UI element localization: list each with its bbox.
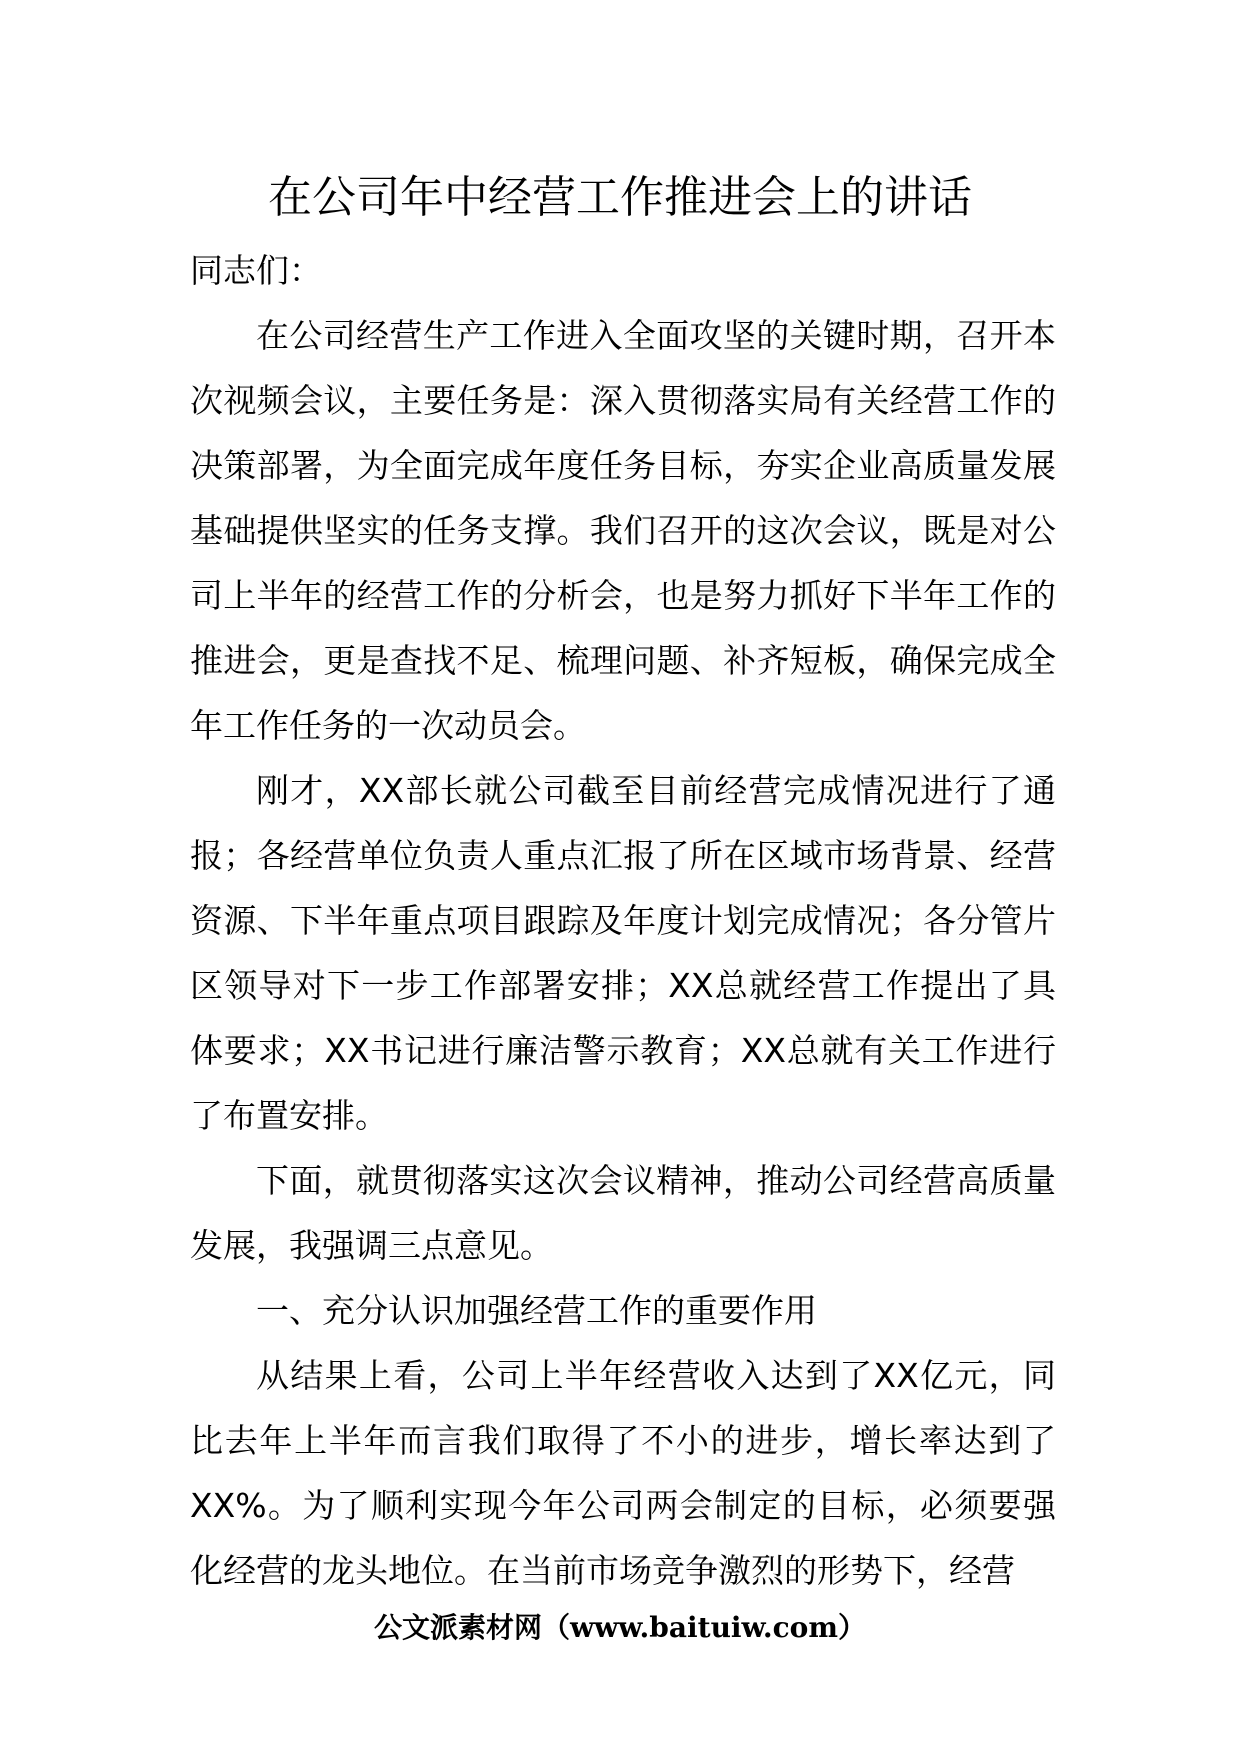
salutation: 同志们：	[190, 251, 322, 290]
paragraph-review: 刚才，XX部长就公司截至目前经营完成情况进行了通报；各经营单位负责人重点汇报了所在区域市场背景、经营资源、下半年重点项目跟踪及年度计划完成情况；各分管片区领导对下一步工作部署安排；XX总就经营工作提出了具体要求；XX书记进行廉洁警示教育；XX总就有关工作进行了布置安排。	[190, 771, 1056, 1135]
document-body	[190, 238, 1056, 1603]
document-title: 在公司年中经营工作推进会上的讲话	[268, 172, 972, 223]
footer-watermark: 公文派素材网（www.baituiw.com）	[374, 1611, 866, 1644]
paragraph-opening: 在公司经营生产工作进入全面攻坚的关键时期，召开本次视频会议，主要任务是：深入贯彻落实局有关经营工作的决策部署，为全面完成年度任务目标，夯实企业高质量发展基础提供坚实的任务支撑。我们召开的这次会议，既是对公司上半年的经营工作的分析会，也是努力抓好下半年工作的推进会，更是查找不足、梳理问题、补齐短板，确保完成全年工作任务的一次动员会。	[190, 316, 1056, 745]
paragraph-intro-points: 下面，就贯彻落实这次会议精神，推动公司经营高质量发展，我强调三点意见。	[190, 1161, 1056, 1265]
section-paragraph: 从结果上看，公司上半年经营收入达到了XX亿元，同比去年上半年而言我们取得了不小的进步，增长率达到了XX%。为了顺利实现今年公司两会制定的目标，必须要强化经营的龙头地位。在当前市场竞争激烈的形势下，经营	[190, 1356, 1056, 1590]
section-heading: 一、充分认识加强经营工作的重要作用	[256, 1291, 817, 1330]
